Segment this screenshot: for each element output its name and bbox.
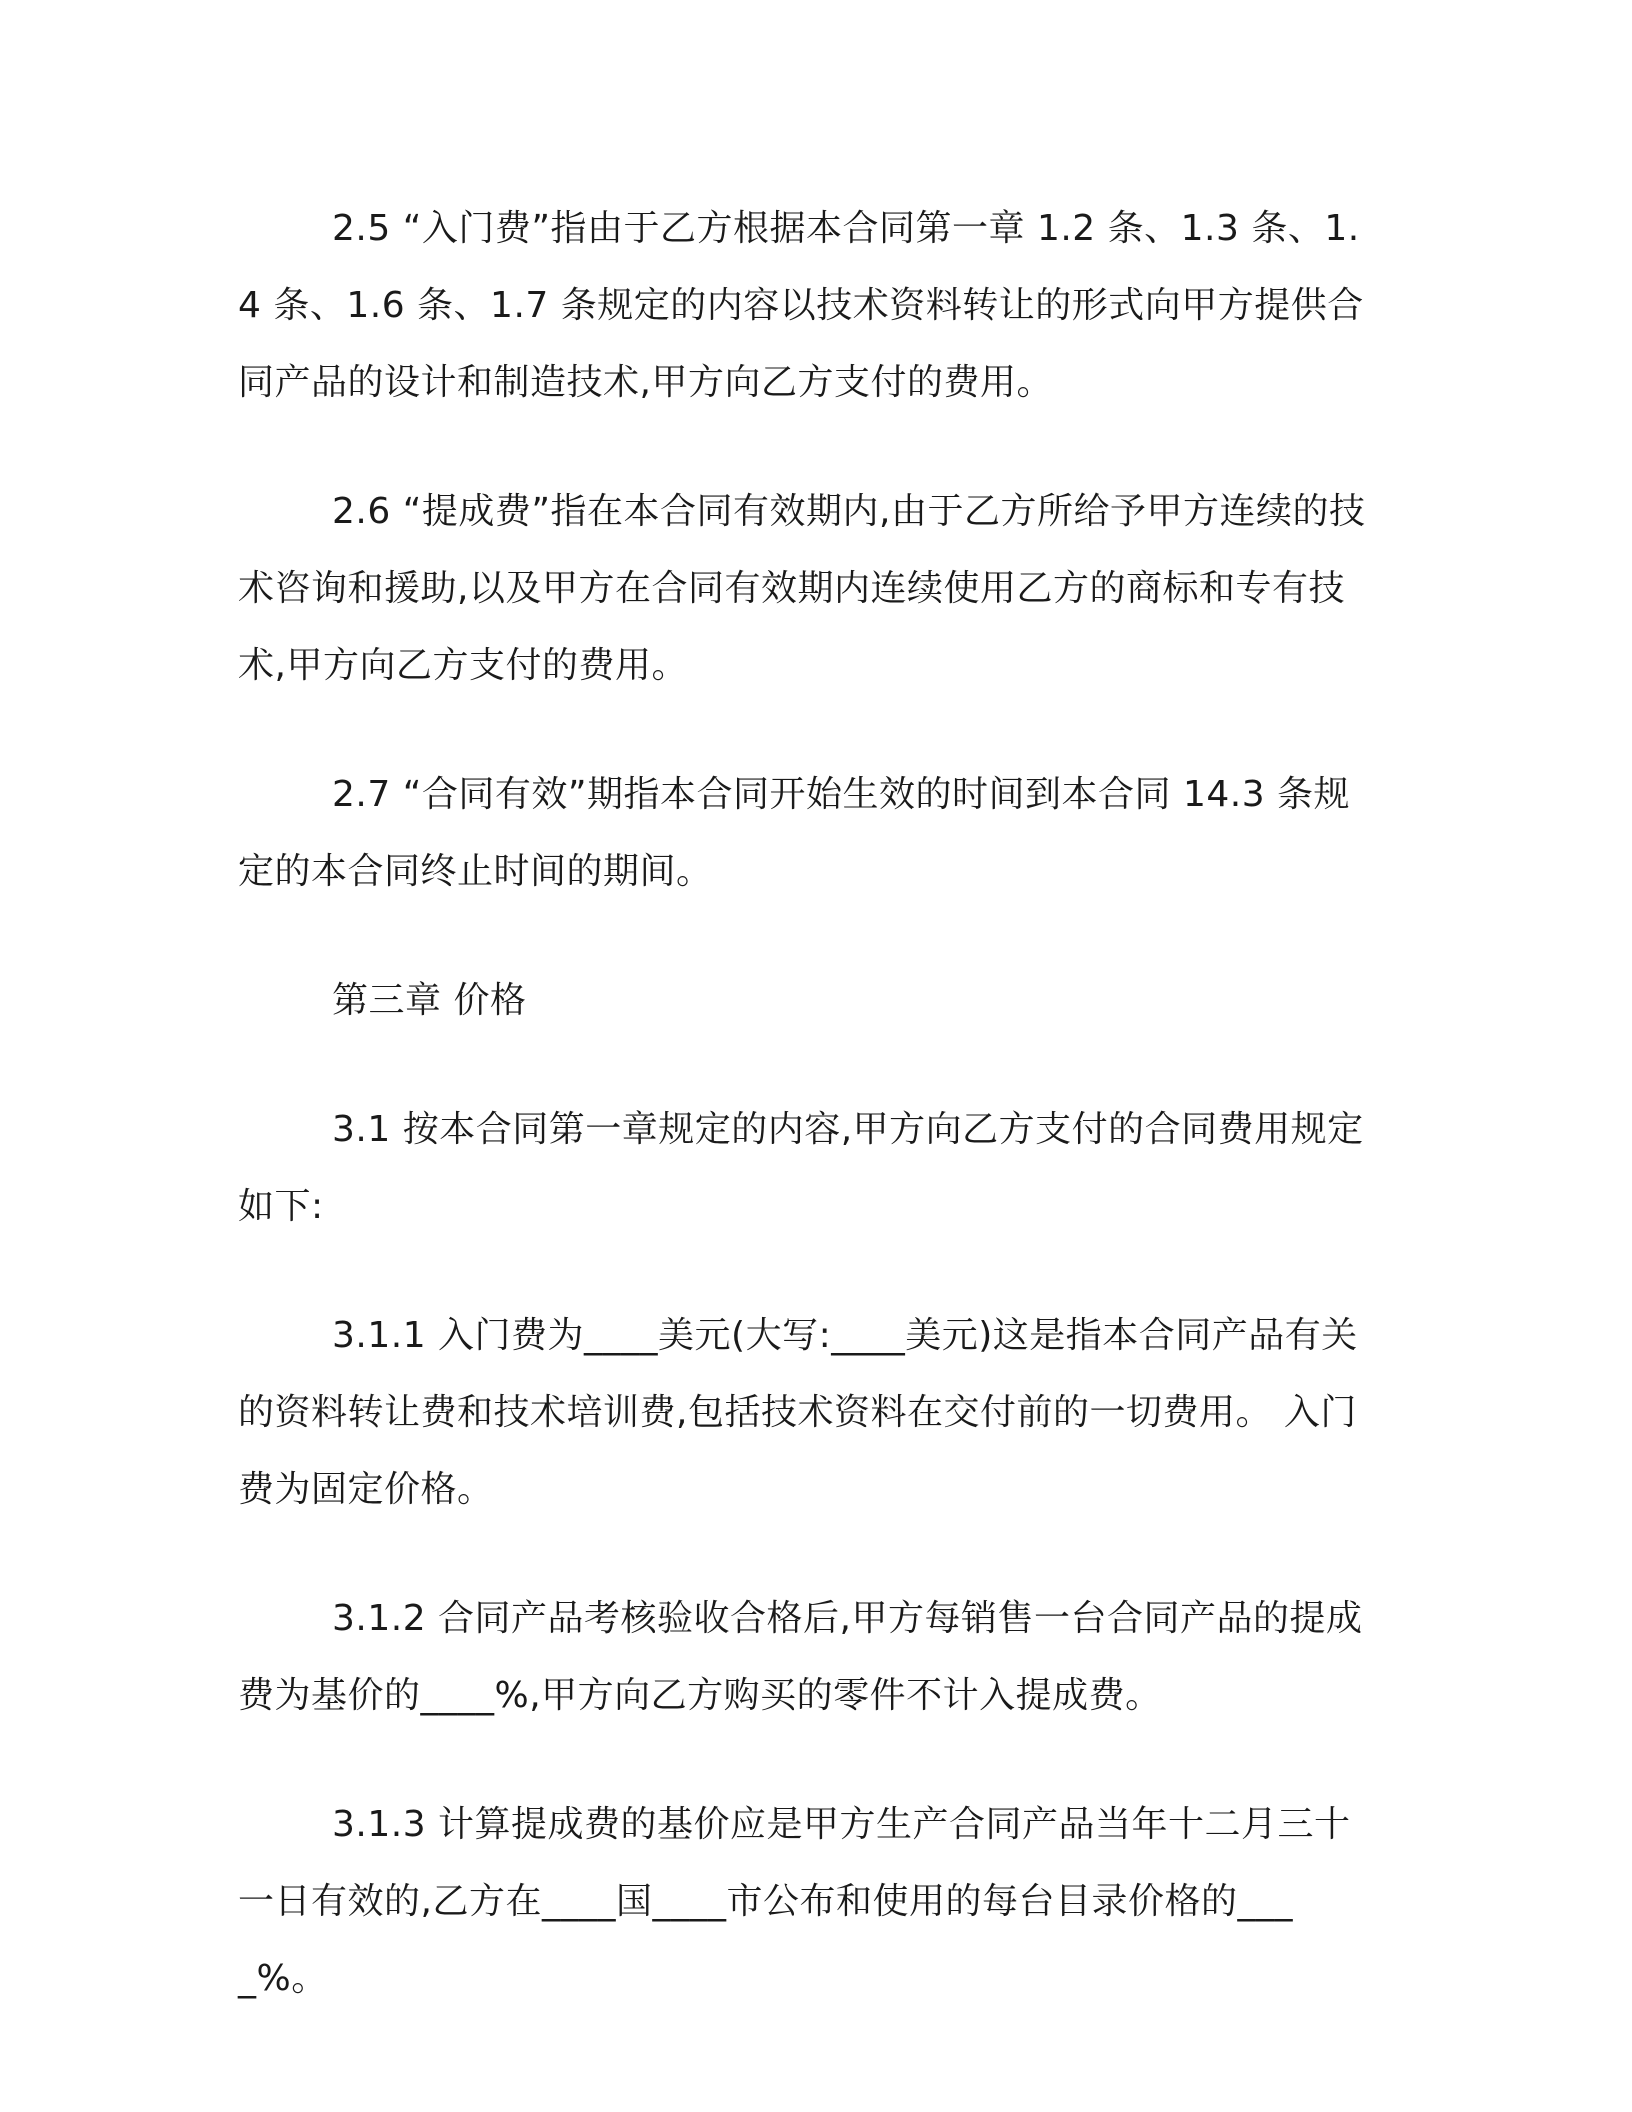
document-body bbox=[238, 190, 1378, 2069]
clause-2-6: 2.6 “提成费”指在本合同有效期内,由于乙方所给予甲方连续的技术咨询和援助,以及甲方在合同有效期内连续使用乙方的商标和专有技术,甲方向乙方支付的费用。 bbox=[238, 491, 1366, 686]
clause-2-5: 2.5 “入门费”指由于乙方根据本合同第一章 1.2 条、1.3 条、1.4 条、1.6 条、1.7 条规定的内容以技术资料转让的形式向甲方提供合同产品的设计和制造技术,甲方向乙方支付的费用。 bbox=[238, 208, 1364, 403]
clause-3-1-2: 3.1.2 合同产品考核验收合格后,甲方每销售一台合同产品的提成费为基价的____%,甲方向乙方购买的零件不计入提成费。 bbox=[238, 1598, 1363, 1716]
chapter-3-heading: 第三章 价格 bbox=[332, 980, 527, 1021]
clause-3-1: 3.1 按本合同第一章规定的内容,甲方向乙方支付的合同费用规定如下: bbox=[238, 1109, 1364, 1227]
clause-3-1-1: 3.1.1 入门费为____美元(大写:____美元)这是指本合同产品有关的资料转让费和技术培训费,包括技术资料在交付前的一切费用。 入门费为固定价格。 bbox=[238, 1315, 1358, 1510]
clause-2-7: 2.7 “合同有效”期指本合同开始生效的时间到本合同 14.3 条规定的本合同终止时间的期间。 bbox=[238, 774, 1351, 892]
clause-3-1-3: 3.1.3 计算提成费的基价应是甲方生产合同产品当年十二月三十一日有效的,乙方在____国____市公布和使用的每台目录价格的____%。 bbox=[238, 1804, 1351, 1999]
